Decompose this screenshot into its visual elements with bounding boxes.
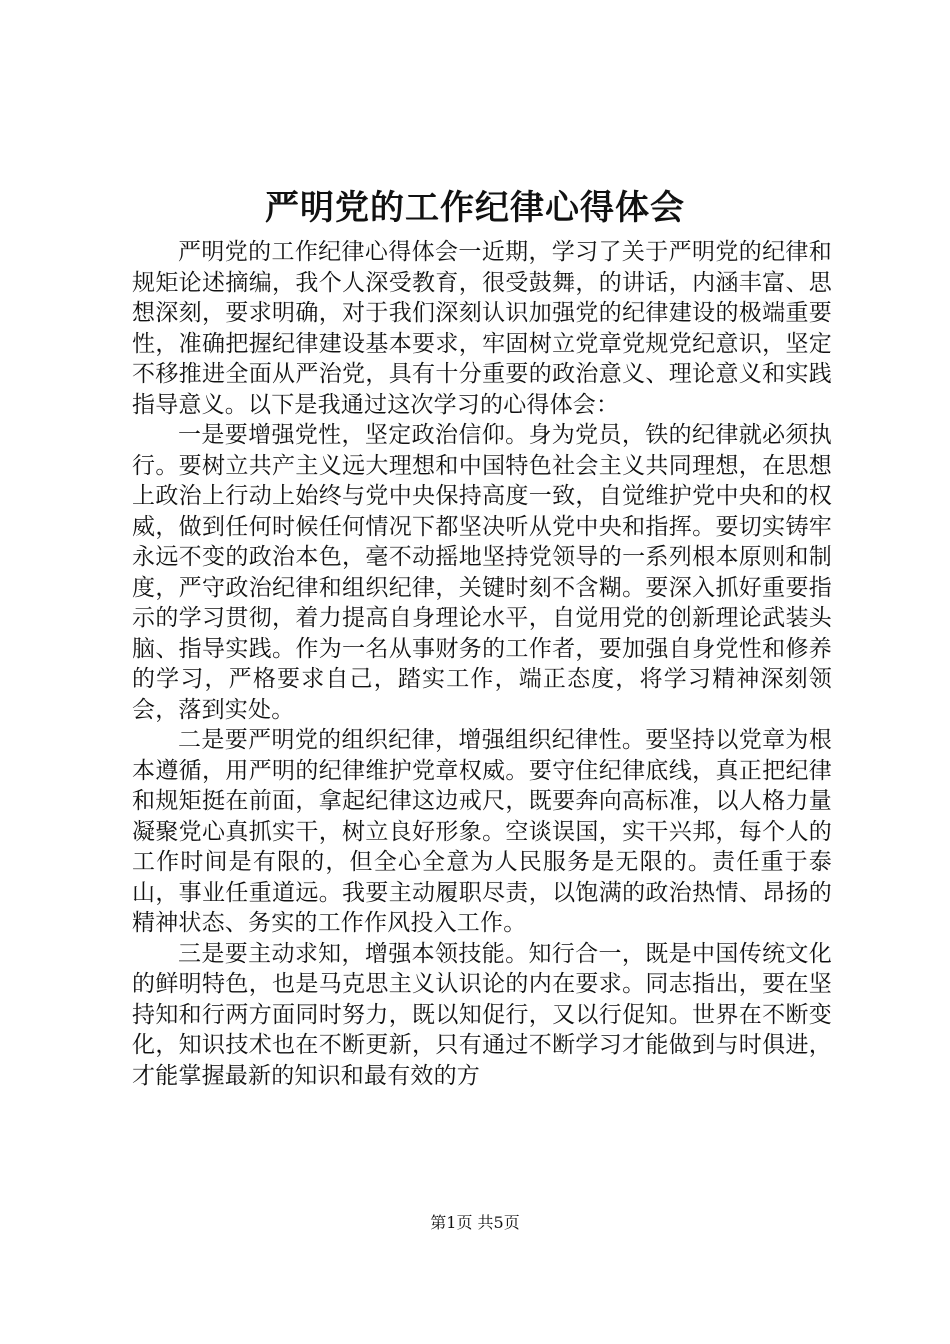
document-body bbox=[132, 237, 832, 1091]
paragraph-point-one: 一是要增强党性，坚定政治信仰。身为党员，铁的纪律就必须执行。要树立共产主义远大理想和中国特色社会主义共同理想，在思想上政治上行动上始终与党中央保持高度一致，自觉维护党中央和的权威，做到任何时候任何情况下都坚决听从党中央和指挥。要切实铸牢永远不变的政治本色，毫不动摇地坚持党领导的一系列根本原则和制度，严守政治纪律和组织纪律，关键时刻不含糊。要深入抓好重要指示的学习贯彻，着力提高自身理论水平，自觉用党的创新理论武装头脑、指导实践。作为一名从事财务的工作者，要加强自身党性和修养的学习，严格要求自己，踏实工作，端正态度，将学习精神深刻领会，落到实处。 bbox=[132, 422, 832, 723]
document-title: 严明党的工作纪律心得体会 bbox=[265, 188, 685, 228]
paragraph-intro: 严明党的工作纪律心得体会一近期，学习了关于严明党的纪律和规矩论述摘编，我个人深受教育，很受鼓舞，的讲话，内涵丰富、思想深刻，要求明确，对于我们深刻认识加强党的纪律建设的极端重要性，准确把握纪律建设基本要求，牢固树立党章党规党纪意识，坚定不移推进全面从严治党，具有十分重要的政治意义、理论意义和实践指导意义。以下是我通过这次学习的心得体会： bbox=[132, 239, 832, 418]
paragraph-point-two: 二是要严明党的组织纪律，增强组织纪律性。要坚持以党章为根本遵循，用严明的纪律维护党章权威。要守住纪律底线，真正把纪律和规矩挺在前面，拿起纪律这边戒尺，既要奔向高标准，以人格力量凝聚党心真抓实干，树立良好形象。空谈误国，实干兴邦，每个人的工作时间是有限的，但全心全意为人民服务是无限的。责任重于泰山，事业任重道远。我要主动履职尽责，以饱满的政治热情、昂扬的精神状态、务实的工作作风投入工作。 bbox=[132, 727, 832, 936]
paragraph-point-three: 三是要主动求知，增强本领技能。知行合一，既是中国传统文化的鲜明特色，也是马克思主义认识论的内在要求。同志指出，要在坚持知和行两方面同时努力，既以知促行，又以行促知。世界在不断变化，知识技术也在不断更新，只有通过不断学习才能做到与时俱进，才能掌握最新的知识和最有效的方 bbox=[132, 940, 832, 1089]
page-number-footer: 第1页 共5页 bbox=[430, 1213, 520, 1232]
